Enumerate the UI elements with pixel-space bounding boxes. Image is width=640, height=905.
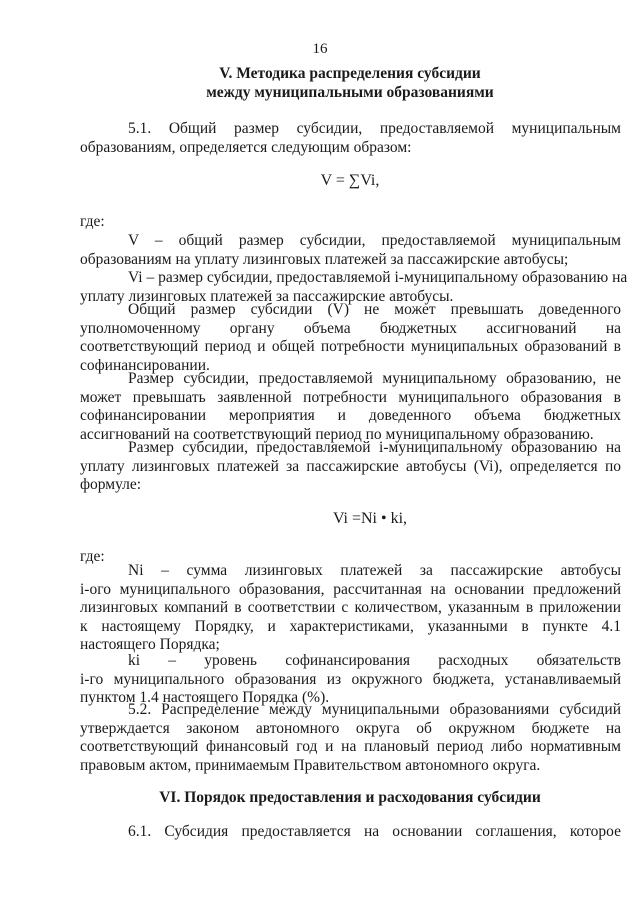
paragraph-line: образованиям, определяется следующим образом: (80, 138, 412, 156)
paragraph-line: Ni – сумма лизинговых платежей за пассажирские автобусы (128, 562, 621, 579)
paragraph-line: формуле: (80, 476, 142, 494)
paragraph-line: правовым актом, принимаемым Правительством автономного округа. (80, 756, 541, 774)
where-label-1: где: (80, 213, 105, 230)
paragraph-line: софинансировании мероприятия и доведенного объема бюджетных (80, 407, 621, 425)
paragraph-line: Vi – размер субсидии, предоставляемой i-муниципальному образованию на (128, 269, 628, 286)
section-5-title (80, 64, 620, 102)
paragraph-line: i-го муниципального образования из окружного бюджета, устанавливаемый (80, 670, 621, 688)
paragraph-line: софинансировании. (80, 356, 210, 374)
paragraph-total-limit (80, 301, 621, 375)
paragraph-line: уплату лизинговых платежей за пассажирские автобусы (Vi), определяется по (80, 457, 621, 475)
paragraph-line: V – общий размер субсидии, предоставляемой муниципальным (128, 232, 621, 249)
paragraph-5-1 (80, 120, 621, 157)
paragraph-subsidy-size-limit (80, 370, 621, 444)
paragraph-line: утверждается законом автономного округа об окружном бюджете на (80, 719, 621, 737)
paragraph-line: ki – уровень софинансирования расходных обязательств (128, 652, 621, 669)
paragraph-line: i-ого муниципального образования, рассчитанная на основании предложений (80, 580, 621, 598)
paragraph-ni-definition (80, 562, 621, 655)
paragraph-line: образованиям на уплату лизинговых платежей за пассажирские автобусы; (80, 250, 569, 268)
paragraph-line: соответствующий период и общей потребности муниципальных образований в (80, 338, 621, 356)
paragraph-line: настоящего Порядка; (80, 636, 220, 654)
paragraph-line: пунктом 1.4 настоящего Порядка (%). (80, 689, 330, 707)
paragraph-subsidy-size-i (80, 439, 621, 495)
section-6-title: VI. Порядок предоставления и расходования субсидии (159, 789, 541, 806)
paragraph-6-1 (80, 823, 621, 842)
paragraph-line: 5.2. Распределение между муниципальными образованиями субсидий (128, 701, 621, 718)
where-label-2: где: (80, 548, 105, 565)
paragraph-line: ассигнований на соответствующий период по муниципальному образованию. (80, 425, 594, 443)
section-5-title-line1: V. Методика распределения субсидии (219, 65, 481, 82)
paragraph-line: лизинговых компаний в соответствии с количеством, указанным в приложении (80, 599, 621, 617)
formula-vi: Vi =Ni • ki, (332, 510, 408, 527)
paragraph-5-2 (80, 701, 621, 775)
paragraph-line: может превышать заявленной потребности муниципального образования в (80, 388, 621, 406)
section-5-title-line2: между муниципальными образованиями (206, 84, 494, 101)
paragraph-line: Размер субсидии, предоставляемой i-муниципальному образованию на (128, 439, 621, 456)
page-number: 16 (312, 41, 328, 57)
paragraph-line: к настоящему Порядку, и характеристиками, указанными в пункте 4.1 (80, 617, 621, 635)
paragraph-line: уплату лизинговых платежей за пассажирские автобусы. (80, 287, 454, 305)
paragraph-v-definition (80, 232, 621, 269)
paragraph-line: Общий размер субсидии (V) не может превышать доведенного (128, 301, 621, 318)
paragraph-line: 5.1. Общий размер субсидии, предоставляемой муниципальным (128, 120, 621, 137)
paragraph-line: соответствующий финансовый год и на плановый период либо нормативным (80, 738, 621, 756)
paragraph-line: уполномоченному органу объема бюджетных ассигнований на (80, 319, 621, 337)
paragraph-line: Размер субсидии, предоставляемой муниципальному образованию, не (128, 370, 621, 387)
paragraph-ki-definition (80, 652, 621, 708)
formula-total-subsidy: V = ∑Vi, (320, 172, 380, 189)
paragraph-line: 6.1. Субсидия предоставляется на основании соглашения, которое (128, 823, 621, 840)
